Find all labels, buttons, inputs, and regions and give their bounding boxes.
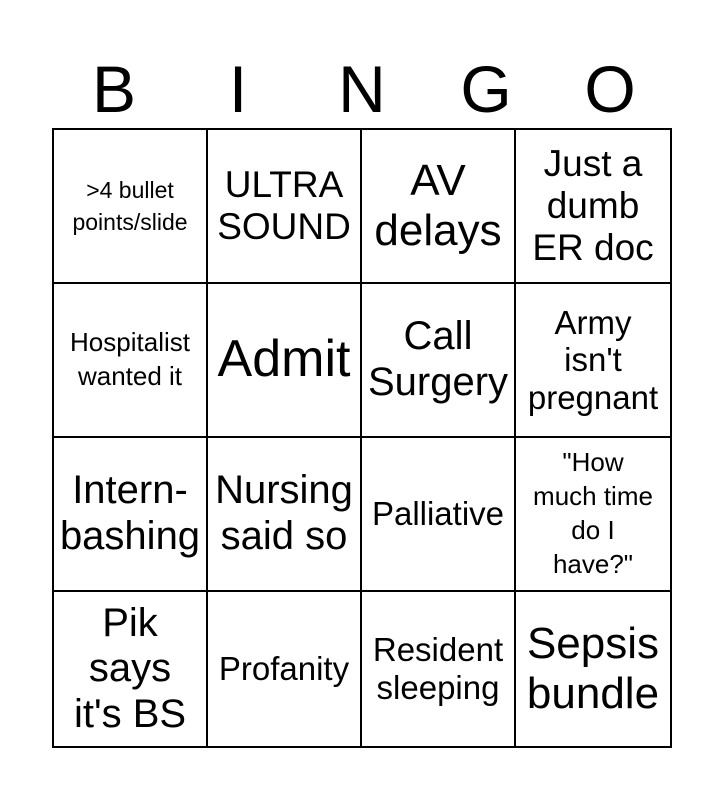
header-letter-g: G	[460, 52, 512, 126]
bingo-cell-5[interactable]	[54, 284, 208, 438]
cell-label: >4 bullet points/slide	[72, 176, 188, 235]
cell-label: Resident sleeping	[372, 631, 504, 706]
bingo-cell-10[interactable]	[208, 438, 362, 592]
cell-label: Nursing said so	[215, 468, 353, 558]
cell-label: Admit	[217, 330, 351, 389]
cell-label: Pik says it's BS	[73, 600, 187, 736]
bingo-cell-14[interactable]	[208, 592, 362, 746]
bingo-cell-12[interactable]	[516, 438, 670, 592]
cell-label: AV delays	[374, 155, 502, 255]
cell-label: Just a dumb ER doc	[532, 142, 654, 269]
cell-label: ULTRA SOUND	[217, 163, 351, 247]
header-letter-b: B	[91, 52, 137, 126]
cell-label: Palliative	[371, 495, 505, 533]
cell-label: Sepsis bundle	[526, 618, 660, 718]
bingo-board	[52, 128, 672, 748]
bingo-cell-7[interactable]	[362, 284, 516, 438]
bingo-cell-9[interactable]	[54, 438, 208, 592]
bingo-cell-1[interactable]	[54, 130, 208, 284]
bingo-cell-8[interactable]	[516, 284, 670, 438]
bingo-header	[52, 50, 672, 128]
cell-label: Army isn't pregnant	[527, 303, 659, 416]
cell-label: "How much time do I have?"	[533, 447, 653, 579]
cell-label: Call Surgery	[367, 314, 509, 404]
bingo-cell-13[interactable]	[54, 592, 208, 746]
bingo-cell-11[interactable]	[362, 438, 516, 592]
cell-label: Hospitalist wanted it	[70, 327, 190, 391]
bingo-cell-3[interactable]	[362, 130, 516, 284]
cell-label: Intern- bashing	[59, 468, 201, 558]
bingo-cell-15[interactable]	[362, 592, 516, 746]
header-letter-o: O	[584, 52, 636, 126]
bingo-cell-4[interactable]	[516, 130, 670, 284]
bingo-cell-2[interactable]	[208, 130, 362, 284]
bingo-cell-16[interactable]	[516, 592, 670, 746]
bingo-cell-6[interactable]	[208, 284, 362, 438]
header-letter-n: N	[338, 52, 386, 126]
cell-label: Profanity	[218, 650, 350, 688]
header-letter-i: I	[228, 52, 248, 126]
